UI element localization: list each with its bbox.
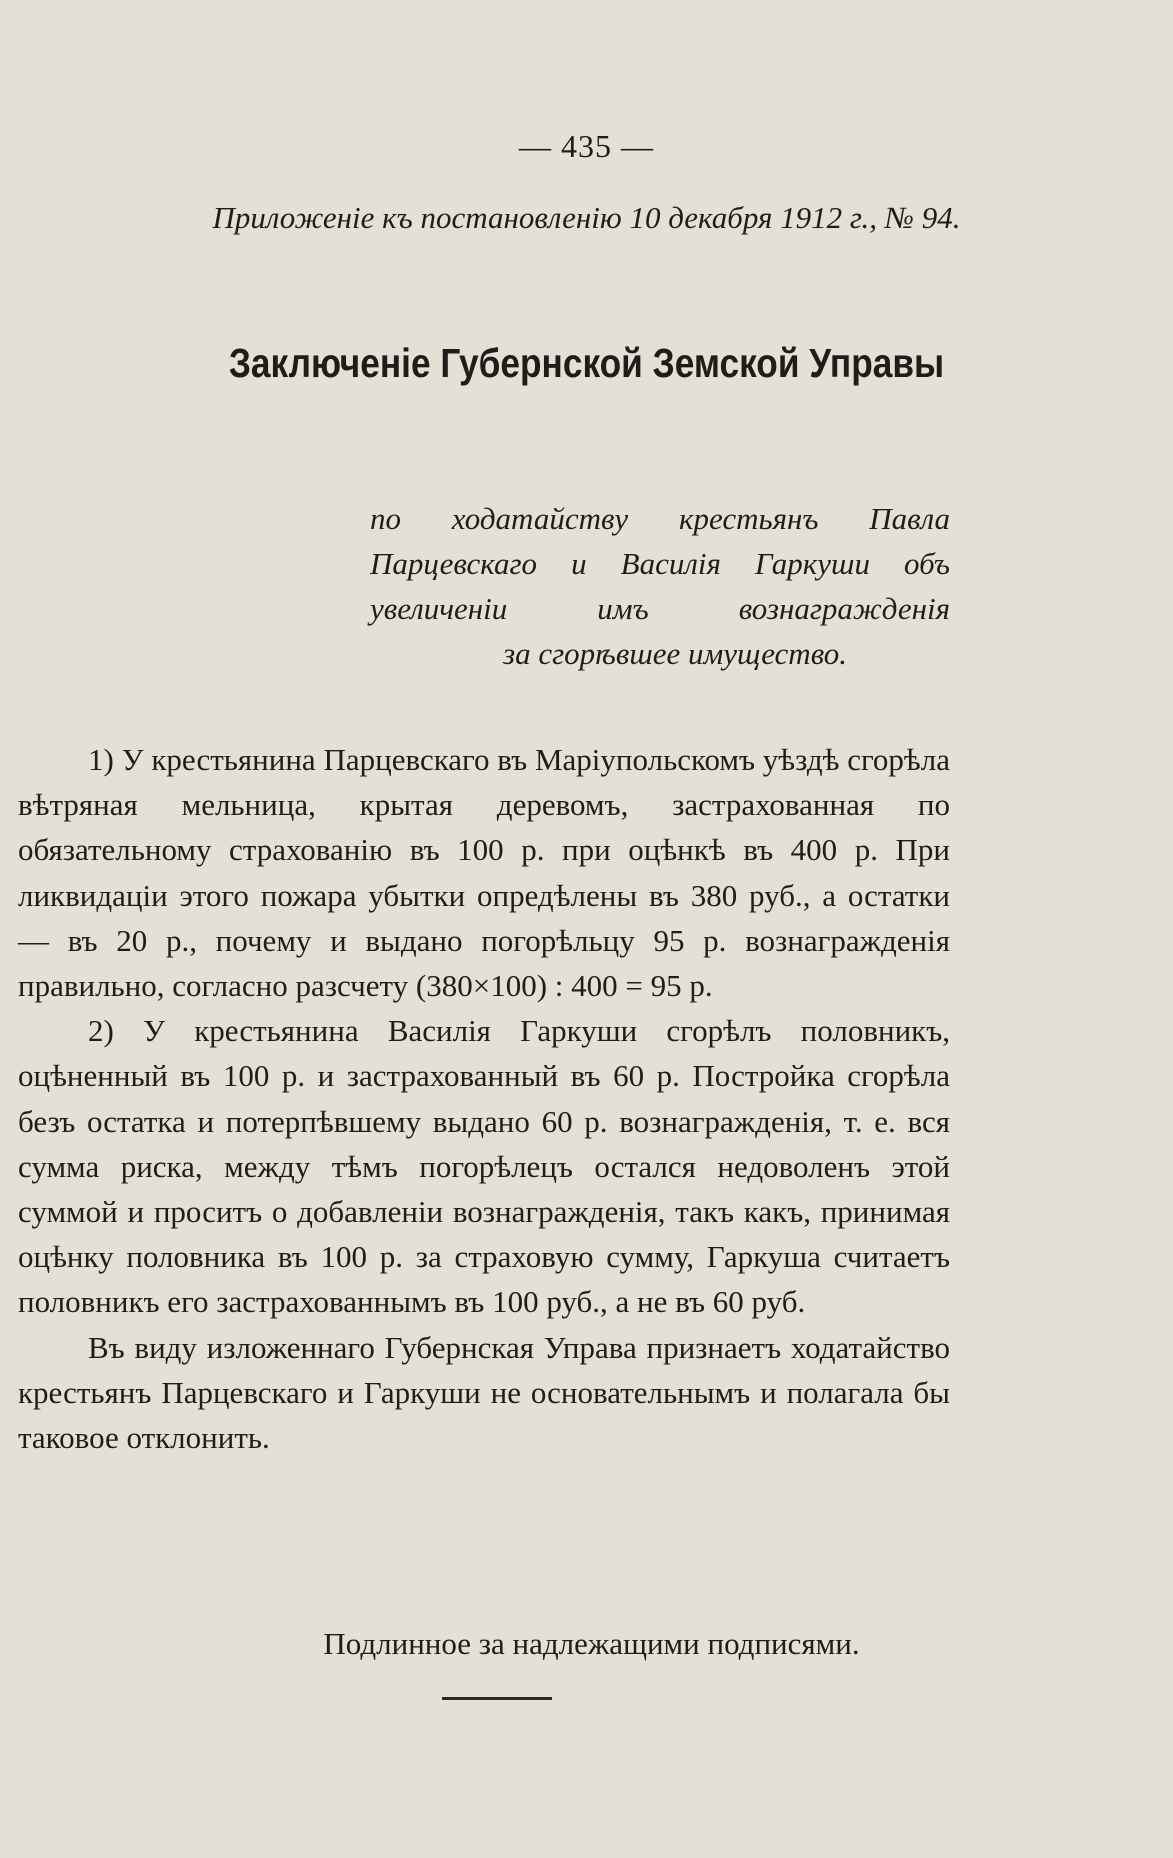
document-heading: Заключеніе Губернской Земской Управы [228, 340, 945, 386]
end-rule [442, 1697, 552, 1700]
petition-subject-main: по ходатайству крестьянъ Павла Парцевскаго и Василія Гаркуши объ увеличеніи имъ вознагражденія [370, 501, 950, 626]
appendix-reference: Приложеніе къ постановленію 10 декабря 1912 г., № 94. [212, 200, 961, 235]
body-text [18, 737, 950, 1460]
paragraph-2: 2) У крестьянина Василія Гаркуши сгорѣлъ половникъ, оцѣненный въ 100 р. и застрахованный въ 60 р. Постройка сгорѣла безъ остатка и потерпѣвшему выдано 60 р. вознагражденія, т. е. вся сумма риска, между тѣмъ погорѣлецъ остался недоволенъ этой суммой и проситъ о добавленіи вознагражденія, такъ какъ, принимая оцѣнку половника въ 100 р. за страховую сумму, Гаркуша считаетъ половникъ его застрахованнымъ въ 100 руб., а не въ 60 руб. [18, 1013, 950, 1320]
petition-subject [370, 496, 950, 676]
paragraph-1: 1) У крестьянина Парцевскаго въ Маріупольскомъ уѣздѣ сгорѣла вѣтряная мельница, крытая деревомъ, застрахованная по обязательному страхованію въ 100 р. при оцѣнкѣ въ 400 р. При ликвидаціи этого пожара убытки опредѣлены въ 380 руб., а остатки — въ 20 р., почему и выдано погорѣльцу 95 р. вознагражденія правильно, согласно разсчету (380×100) : 400 = 95 р. [18, 742, 950, 1004]
petition-subject-last-line: за сгорѣвшее имущество. [502, 636, 847, 671]
page-number: — 435 — [519, 128, 654, 164]
signature-note: Подлинное за надлежащими подписями. [323, 1626, 860, 1661]
paragraph-conclusion: Въ виду изложеннаго Губернская Управа признаетъ ходатайство крестьянъ Парцевскаго и Гаркуши не основательнымъ и полагала бы таковое отклонить. [18, 1329, 950, 1456]
